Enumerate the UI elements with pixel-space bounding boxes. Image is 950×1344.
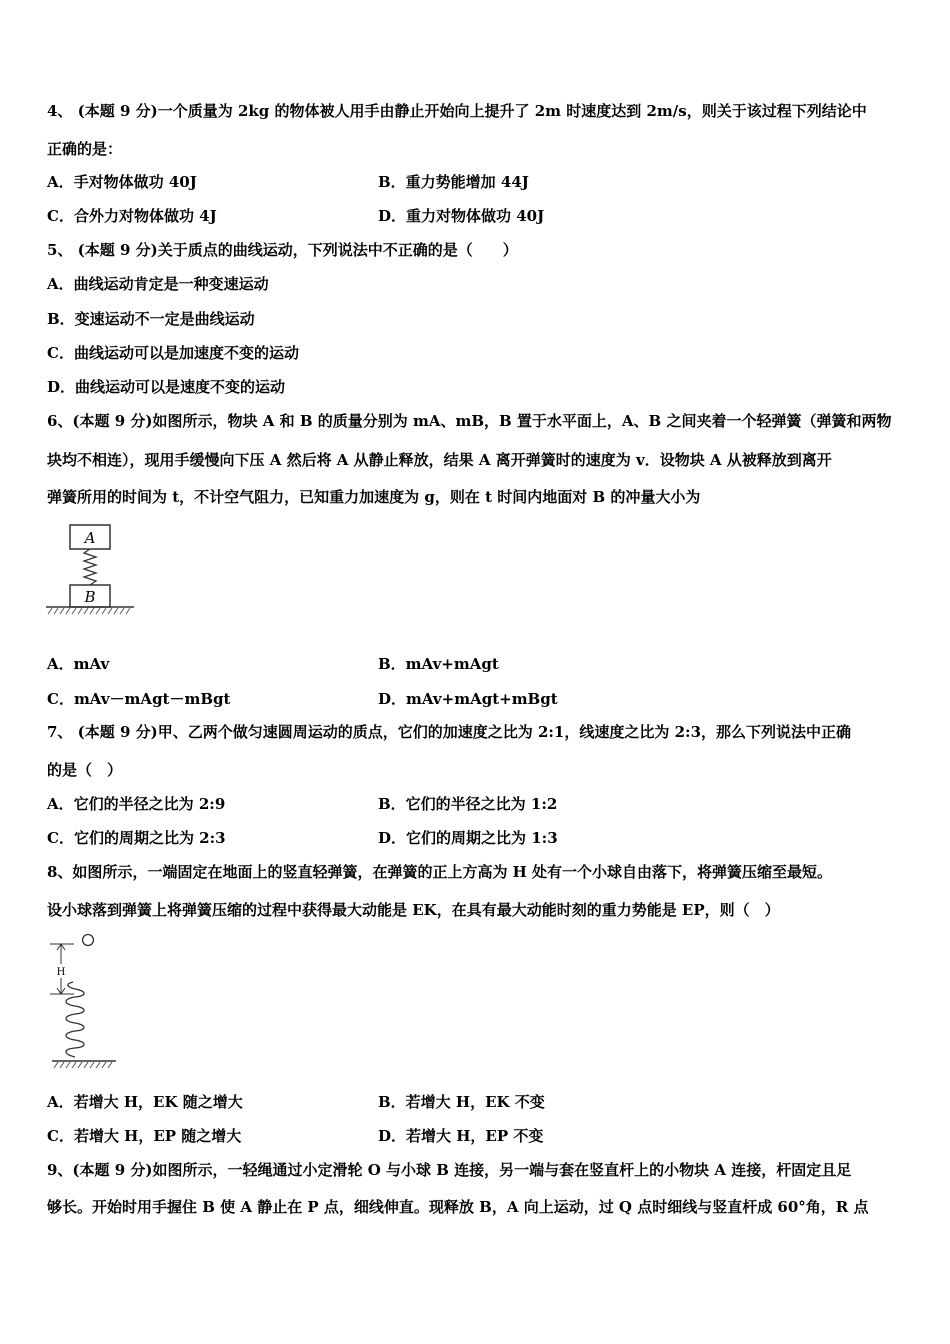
q6-option-c: C．mAv－mAgt－mBgt bbox=[47, 690, 231, 708]
q7-option-d: D．它们的周期之比为 1:3 bbox=[378, 829, 558, 847]
q6-stem-line2: 块均不相连），现用手缓慢向下压 A 然后将 A 从静止释放，结果 A 离开弹簧时的速度为 v．设物块 A 从被释放到离开 bbox=[47, 451, 832, 469]
q7-option-b: B．它们的半径之比为 1:2 bbox=[378, 795, 558, 813]
q9-stem-line1: 9、(本题 9 分)如图所示，一轻绳通过小定滑轮 O 与小球 B 连接，另一端与套在竖直杆上的小物块 A 连接，杆固定且足 bbox=[47, 1161, 852, 1179]
q5-option-b: B．变速运动不一定是曲线运动 bbox=[47, 310, 255, 328]
q5-option-a: A．曲线运动肯定是一种变速运动 bbox=[47, 275, 269, 293]
q8-option-d: D．若增大 H，EP 不变 bbox=[378, 1127, 544, 1145]
ground-hatching bbox=[54, 1062, 112, 1068]
q7-stem-line1: 7、 (本题 9 分)甲、乙两个做匀速圆周运动的质点，它们的加速度之比为 2:1，线速度之比为 2:3，那么下列说法中正确 bbox=[47, 723, 852, 741]
q6-option-d: D．mAv+mAgt+mBgt bbox=[378, 690, 558, 708]
q6-stem-line3: 弹簧所用的时间为 t，不计空气阻力，已知重力加速度为 g，则在 t 时间内地面对 B 的冲量大小为 bbox=[47, 488, 701, 506]
q6-spring-blocks-figure bbox=[44, 522, 139, 622]
ball bbox=[83, 935, 94, 946]
q7-option-c: C．它们的周期之比为 2:3 bbox=[47, 829, 226, 847]
q4-stem-line1: 4、 (本题 9 分)一个质量为 2kg 的物体被人用手由静止开始向上提升了 2m 时速度达到 2m/s，则关于该过程下列结论中 bbox=[47, 102, 867, 120]
spring bbox=[84, 549, 96, 585]
height-label: H bbox=[56, 967, 66, 978]
q7-option-a: A．它们的半径之比为 2:9 bbox=[47, 795, 226, 813]
q8-option-a: A．若增大 H，EK 随之增大 bbox=[47, 1093, 243, 1111]
q6-option-a: A．mAv bbox=[47, 655, 110, 673]
q5-option-d: D．曲线运动可以是速度不变的运动 bbox=[47, 378, 286, 396]
q5-option-c: C．曲线运动可以是加速度不变的运动 bbox=[47, 344, 299, 362]
q5-stem: 5、 (本题 9 分)关于质点的曲线运动，下列说法中不正确的是（ ） bbox=[47, 241, 518, 259]
q4-option-b: B．重力势能增加 44J bbox=[378, 173, 529, 191]
q8-stem-line1: 8、如图所示，一端固定在地面上的竖直轻弹簧，在弹簧的正上方高为 H 处有一个小球自由落下，将弹簧压缩至最短。 bbox=[47, 863, 833, 881]
q6-option-b: B．mAv+mAgt bbox=[378, 655, 499, 673]
q8-option-b: B．若增大 H，EK 不变 bbox=[378, 1093, 545, 1111]
q8-option-c: C．若增大 H，EP 随之增大 bbox=[47, 1127, 242, 1145]
q9-stem-line2: 够长。开始时用手握住 B 使 A 静止在 P 点，细线伸直。现释放 B，A 向上运动，过 Q 点时细线与竖直杆成 60°角，R 点 bbox=[47, 1198, 869, 1216]
q4-option-c: C．合外力对物体做功 4J bbox=[47, 207, 217, 225]
ground-hatching bbox=[48, 608, 130, 614]
q4-stem-line2: 正确的是： bbox=[47, 140, 123, 158]
q4-option-d: D．重力对物体做功 40J bbox=[378, 207, 545, 225]
q4-option-a: A．手对物体做功 40J bbox=[47, 173, 197, 191]
q6-stem-line1: 6、(本题 9 分)如图所示，物块 A 和 B 的质量分别为 mA、mB，B 置于水平面上，A、B 之间夹着一个轻弹簧（弹簧和两物 bbox=[47, 412, 892, 430]
q7-stem-line2: 的是（ ） bbox=[47, 761, 123, 779]
q8-ball-spring-figure bbox=[44, 930, 124, 1072]
block-a-label: A bbox=[84, 529, 96, 547]
block-b-label: B bbox=[84, 588, 96, 606]
coil-spring bbox=[66, 982, 84, 1057]
q8-stem-line2: 设小球落到弹簧上将弹簧压缩的过程中获得最大动能是 EK，在具有最大动能时刻的重力势能是 EP，则（ ） bbox=[47, 901, 780, 919]
